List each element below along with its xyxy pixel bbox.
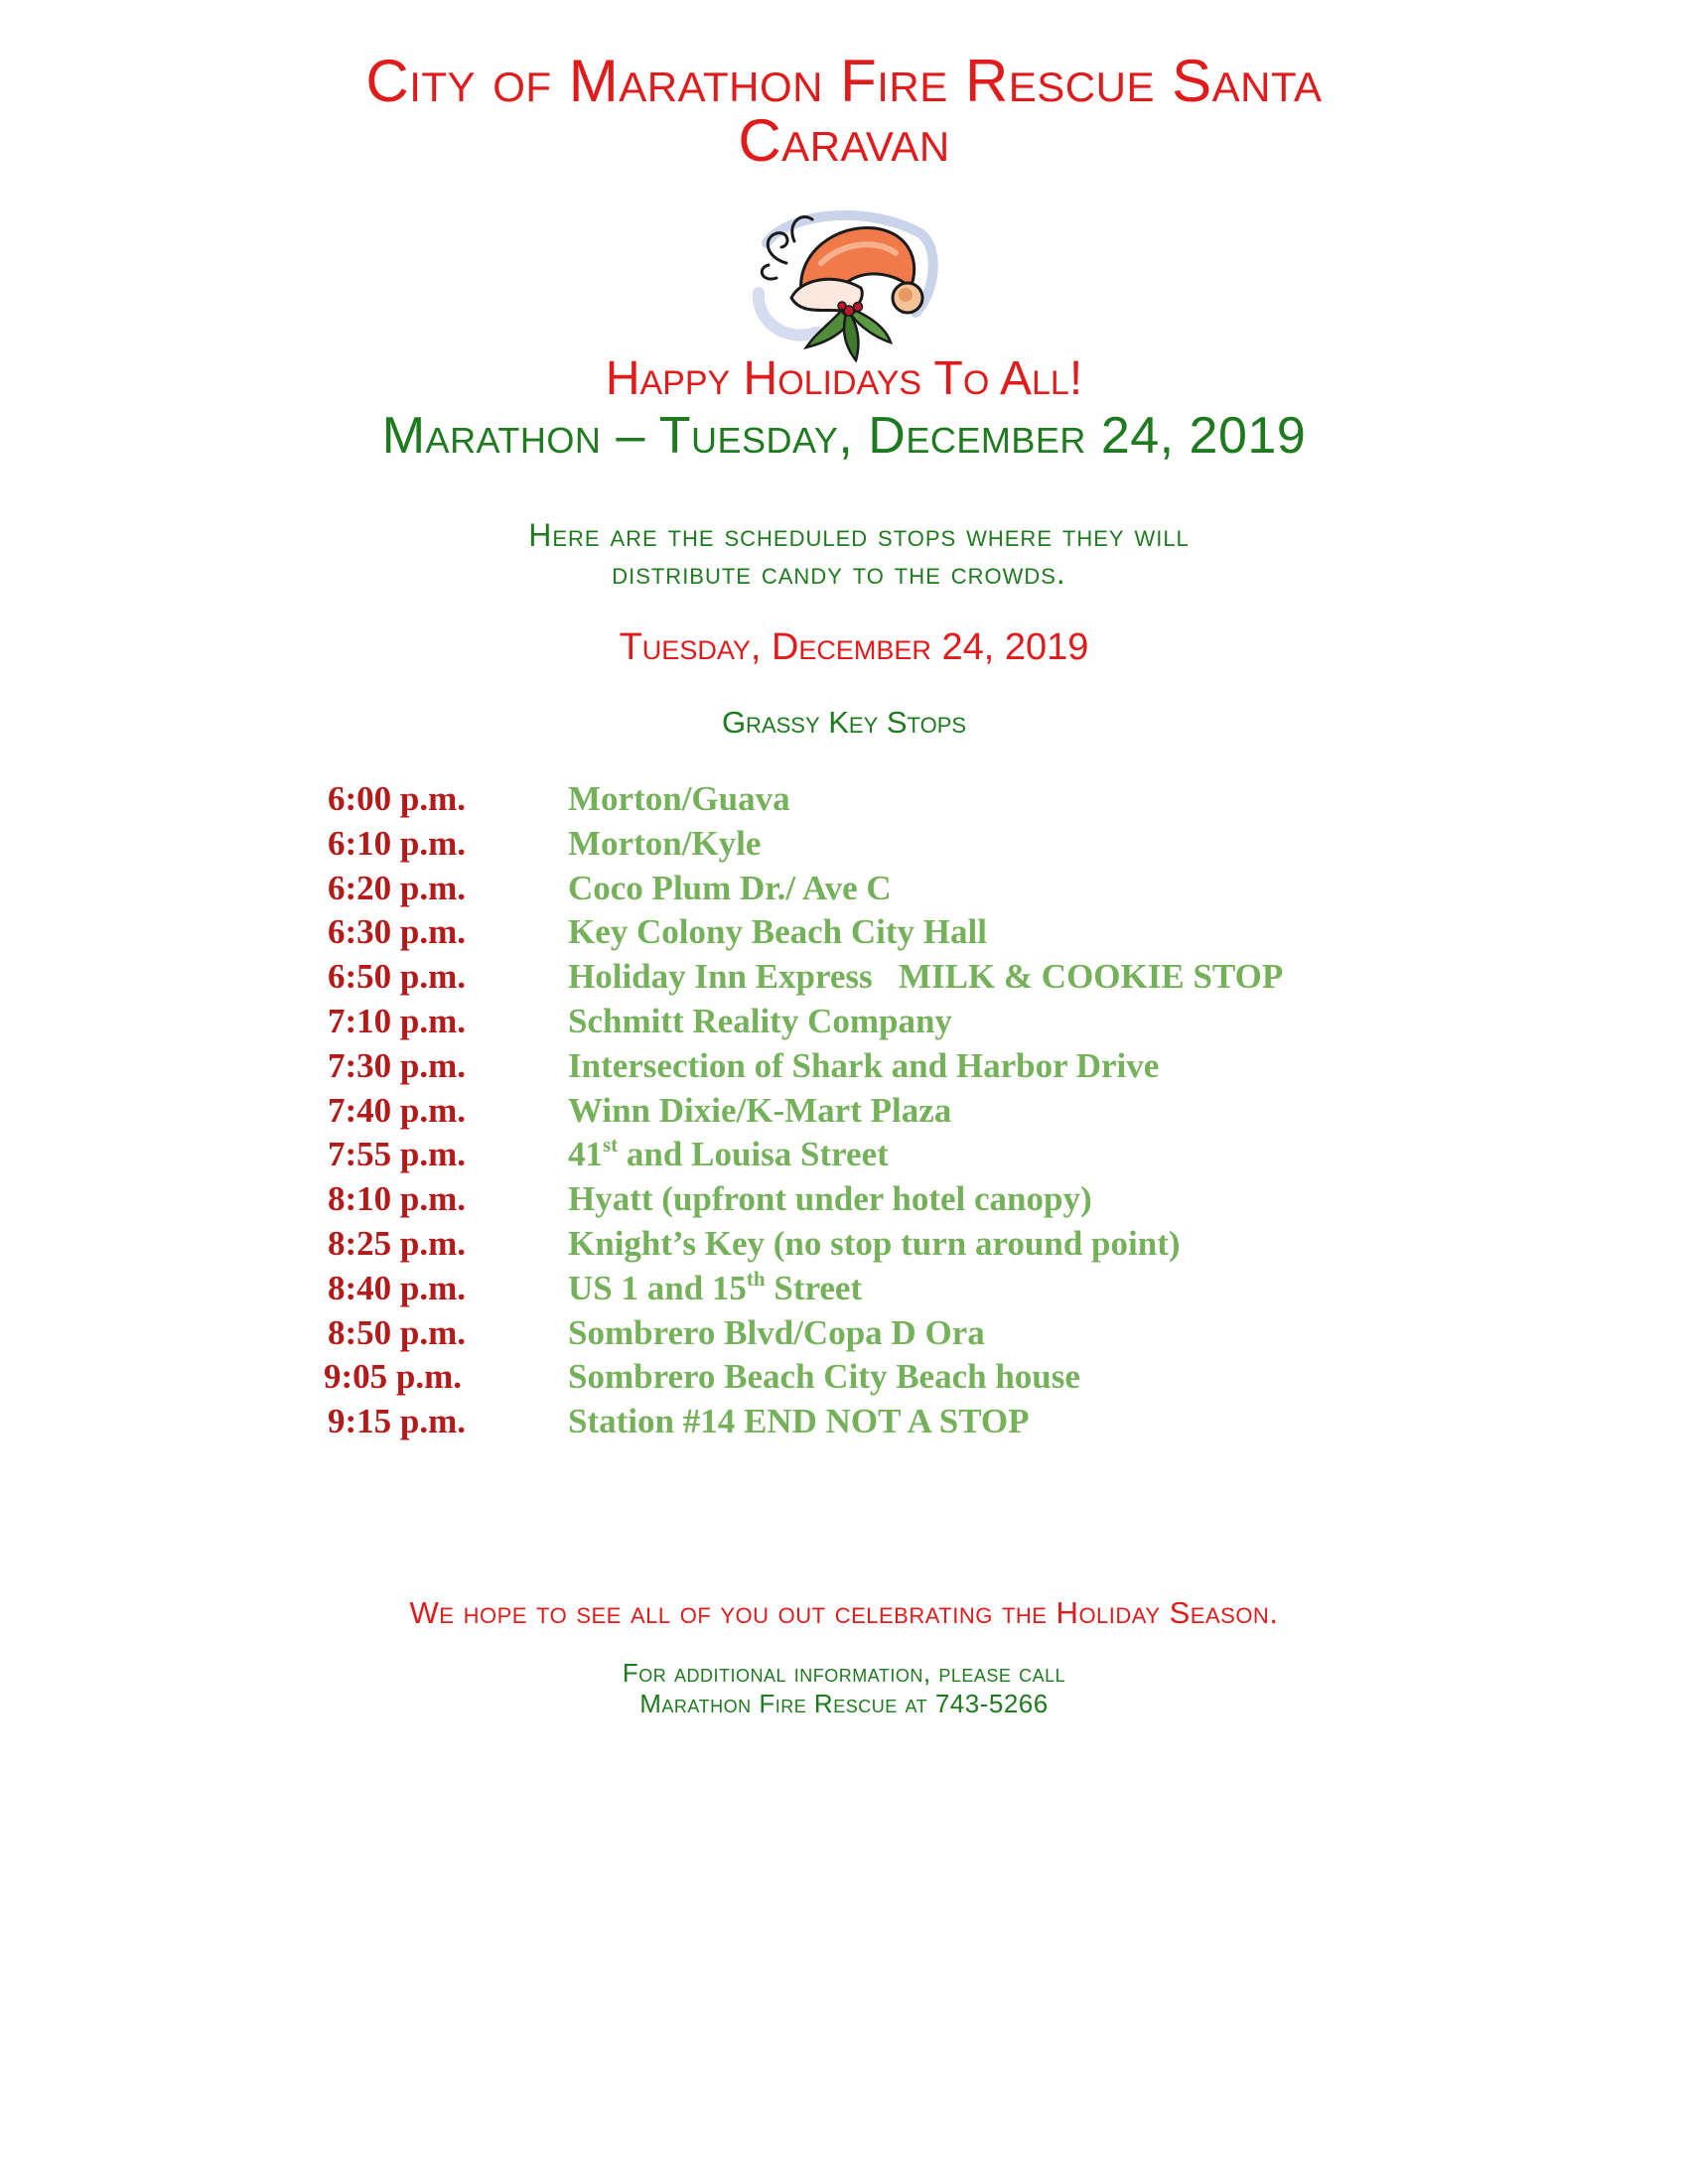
page-title <box>0 48 1688 174</box>
closing-message: We hope to see all of you out celebrating the Holiday Season. <box>409 1595 1279 1630</box>
schedule-row <box>328 1044 1420 1089</box>
stop-location: Sombrero Beach City Beach house <box>568 1357 1080 1397</box>
stop-time: 6:20 p.m. <box>328 868 467 907</box>
schedule-row <box>324 1355 1420 1400</box>
holiday-greeting: Happy Holidays To All! <box>605 352 1083 405</box>
stop-location <box>568 1135 889 1173</box>
stop-location: Morton/Guava <box>568 779 790 818</box>
stop-time: 7:55 p.m. <box>328 1135 467 1174</box>
schedule-date: Tuesday, December 24, 2019 <box>619 626 1089 668</box>
ordinal-suffix: th <box>746 1266 766 1291</box>
schedule-row <box>328 1177 1420 1222</box>
stop-time: 8:50 p.m. <box>328 1312 467 1352</box>
intro-text <box>0 516 1688 592</box>
stop-time: 7:10 p.m. <box>328 1001 467 1040</box>
stop-time: 8:40 p.m. <box>328 1268 467 1307</box>
stop-schedule <box>324 777 1420 1444</box>
stop-location-text: and Louisa Street <box>618 1135 889 1174</box>
stop-time: 9:15 p.m. <box>328 1402 467 1441</box>
title-line-2: Caravan <box>738 107 950 174</box>
stop-location-text: US 1 and 15 <box>568 1268 747 1307</box>
stop-location-text: Street <box>765 1268 863 1307</box>
ordinal-suffix: st <box>603 1133 619 1158</box>
stop-location: Holiday Inn Express MILK & COOKIE STOP <box>568 957 1284 997</box>
stop-time: 6:10 p.m. <box>328 823 467 863</box>
stop-location: Station #14 END NOT A STOP <box>568 1402 1030 1441</box>
schedule-row <box>328 1222 1420 1267</box>
stop-time: 6:00 p.m. <box>328 779 467 818</box>
schedule-row <box>328 910 1420 955</box>
stop-time: 9:05 p.m. <box>324 1357 463 1397</box>
schedule-row <box>328 822 1420 867</box>
stop-time: 7:40 p.m. <box>328 1090 467 1130</box>
stop-location: Coco Plum Dr./ Ave C <box>568 868 892 907</box>
stop-location: Winn Dixie/K-Mart Plaza <box>568 1090 952 1130</box>
stop-time: 6:30 p.m. <box>328 912 467 952</box>
stop-time: 6:50 p.m. <box>328 957 467 997</box>
stop-location-text: 41 <box>568 1135 603 1174</box>
section-title: Grassy Key Stops <box>721 705 967 740</box>
contact-line-1: For additional information, please call <box>622 1658 1066 1688</box>
stop-location: Morton/Kyle <box>568 823 762 863</box>
stop-time: 7:30 p.m. <box>328 1045 467 1085</box>
stop-location: Knight’s Key (no stop turn around point) <box>568 1223 1181 1263</box>
stop-location: Sombrero Blvd/Copa D Ora <box>568 1312 985 1352</box>
schedule-row <box>328 955 1420 1000</box>
title-line-1: City of Marathon Fire Rescue Santa <box>365 48 1323 114</box>
event-heading: Marathon – Tuesday, December 24, 2019 <box>381 407 1307 465</box>
santa-hat-holly-icon <box>747 204 945 362</box>
contact-line-2: Marathon Fire Rescue at 743-5266 <box>639 1689 1049 1718</box>
schedule-row <box>328 1400 1420 1444</box>
stop-time: 8:10 p.m. <box>328 1179 467 1219</box>
schedule-row <box>328 1267 1420 1311</box>
stop-location: Hyatt (upfront under hotel canopy) <box>568 1179 1092 1219</box>
stop-location: Intersection of Shark and Harbor Drive <box>568 1045 1160 1085</box>
intro-line-2: distribute candy to the crowds. <box>612 555 1066 591</box>
stop-time: 8:25 p.m. <box>328 1223 467 1263</box>
schedule-row <box>328 777 1420 822</box>
schedule-row <box>328 1311 1420 1356</box>
schedule-row <box>328 1000 1420 1044</box>
schedule-row <box>328 867 1420 911</box>
stop-location: Key Colony Beach City Hall <box>568 912 987 952</box>
stop-location: Schmitt Reality Company <box>568 1001 952 1040</box>
schedule-row <box>328 1089 1420 1134</box>
schedule-row <box>328 1133 1420 1177</box>
contact-info <box>0 1658 1688 1719</box>
stop-location <box>568 1266 863 1307</box>
intro-line-1: Here are the scheduled stops where they will <box>528 517 1190 553</box>
